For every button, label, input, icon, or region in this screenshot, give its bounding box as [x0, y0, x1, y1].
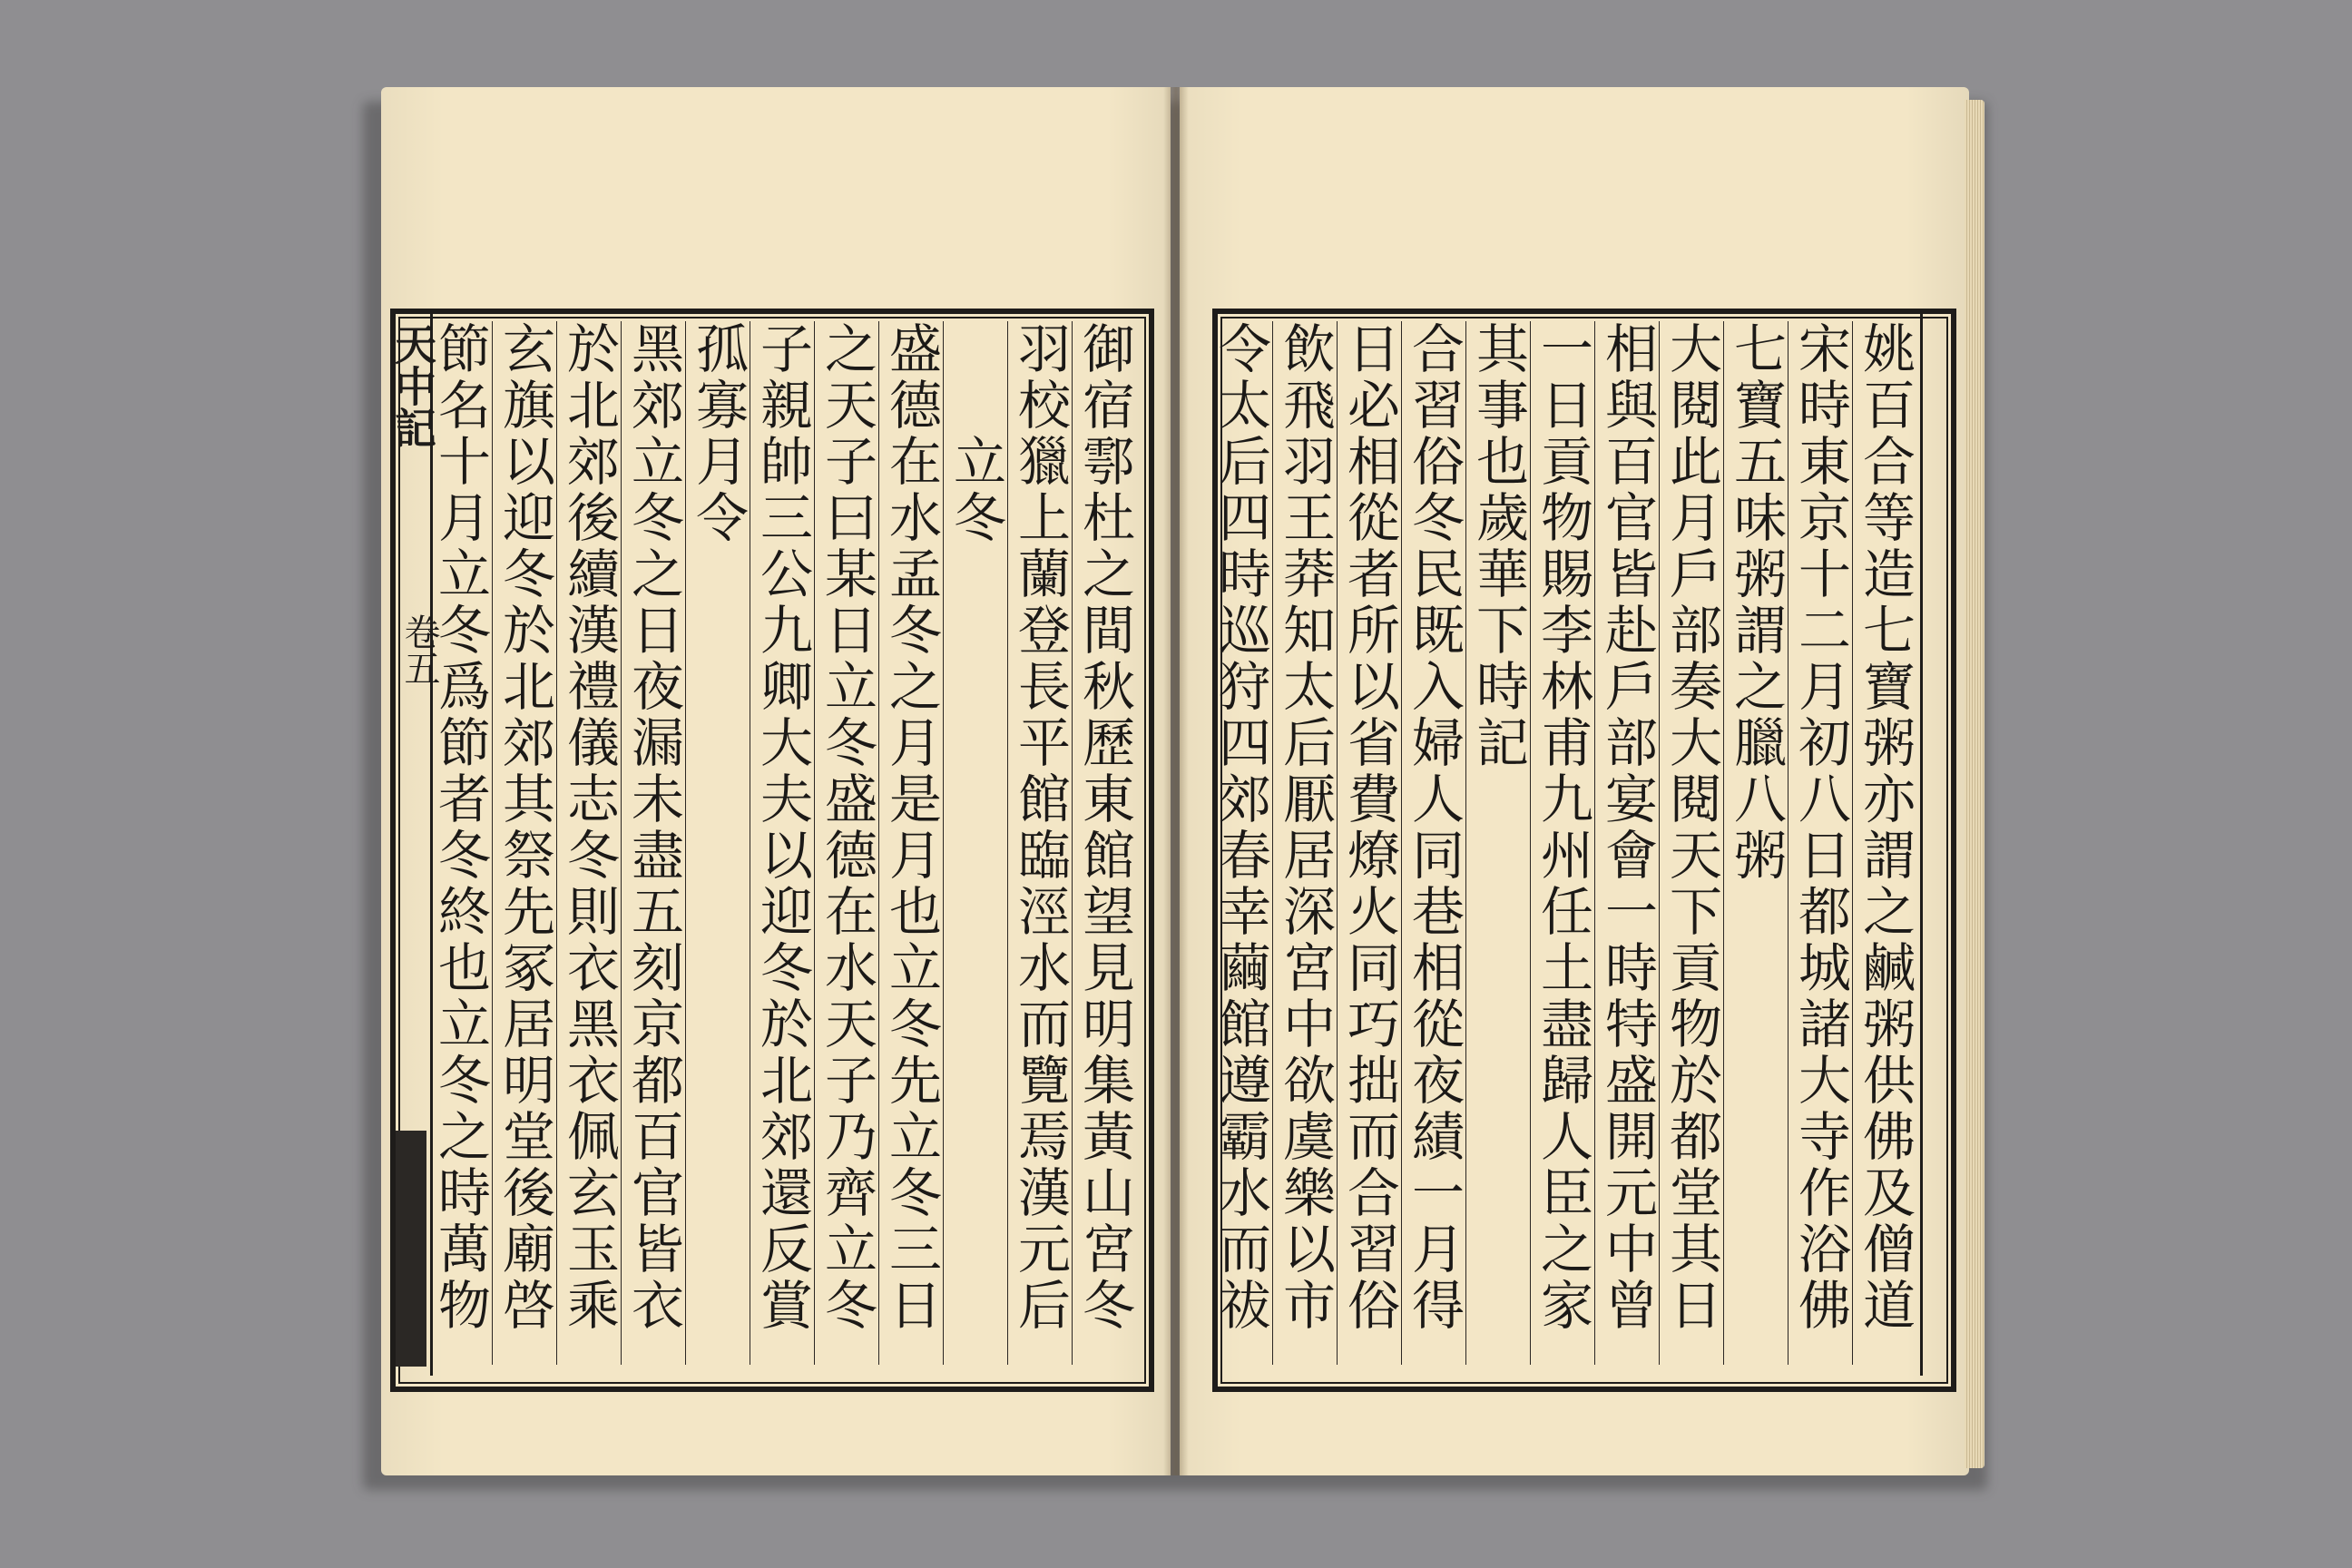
text-column: 於北郊後續漢禮儀志冬則衣黑衣佩玄玉乘: [556, 321, 621, 1365]
volume-label: 卷五: [398, 613, 440, 686]
left-margin-strip: [388, 314, 440, 1376]
text-column: 飲飛羽王莽知太后厭居深宮中欲虞樂以市: [1272, 321, 1337, 1365]
text-column: 七寶五味粥謂之臘八粥: [1723, 321, 1788, 1365]
text-column: 節名十月立冬爲節者冬終也立冬之時萬物: [429, 321, 491, 1334]
text-column: 姚百合等造七寶粥亦謂之鹹粥供佛及僧道: [1852, 321, 1916, 1365]
right-text-block: [1210, 321, 1916, 1365]
text-column: 黑郊立冬之日夜漏未盡五刻京都百官皆衣: [621, 321, 685, 1365]
text-column: 令太后四時巡狩四郊春幸繭館遵霸水而祓: [1210, 321, 1271, 1334]
text-column: 一日貢物賜李林甫九州任土盡歸人臣之家: [1530, 321, 1594, 1365]
text-column: 相與百官皆赴戶部宴會一時特盛開元中曾: [1594, 321, 1659, 1365]
spine-title: 天中記: [388, 323, 437, 448]
text-column: 合習俗冬民既入婦人同巷相從夜績一月得: [1401, 321, 1465, 1365]
text-column: 玄旗以迎冬於北郊其祭先冢居明堂後廟啓: [492, 321, 556, 1365]
right-margin-strip: [1920, 314, 1946, 1376]
left-text-block: [429, 321, 1136, 1365]
text-column: 孤寡月令: [685, 321, 750, 1365]
text-column: 宋時東京十二月初八日都城諸大寺作浴佛: [1788, 321, 1852, 1365]
text-column: 盛德在水孟冬之月是月也立冬先立冬三日: [878, 321, 943, 1365]
binding-gutter: [1163, 87, 1189, 1475]
text-column: 羽校獵上蘭登長平館臨涇水而覽焉漢元后: [1007, 321, 1072, 1365]
text-column: 其事也歲華下時記: [1465, 321, 1530, 1365]
text-column: 大閱此月戶部奏大閱天下貢物於都堂其日: [1659, 321, 1723, 1365]
text-column: 御宿鄠杜之間秋歷東館望見明集黃山宮冬: [1072, 321, 1136, 1365]
text-column: 子親帥三公九卿大夫以迎冬於北郊還反賞: [750, 321, 814, 1365]
text-column: 日必相從者所以省費燎火同巧拙而合習俗: [1337, 321, 1401, 1365]
fishtail-block: [396, 1131, 426, 1367]
text-column: 之天子曰某日立冬盛德在水天子乃齊立冬: [814, 321, 878, 1365]
page-edges: [1965, 100, 1984, 1468]
text-column: 立冬: [943, 321, 1007, 1365]
